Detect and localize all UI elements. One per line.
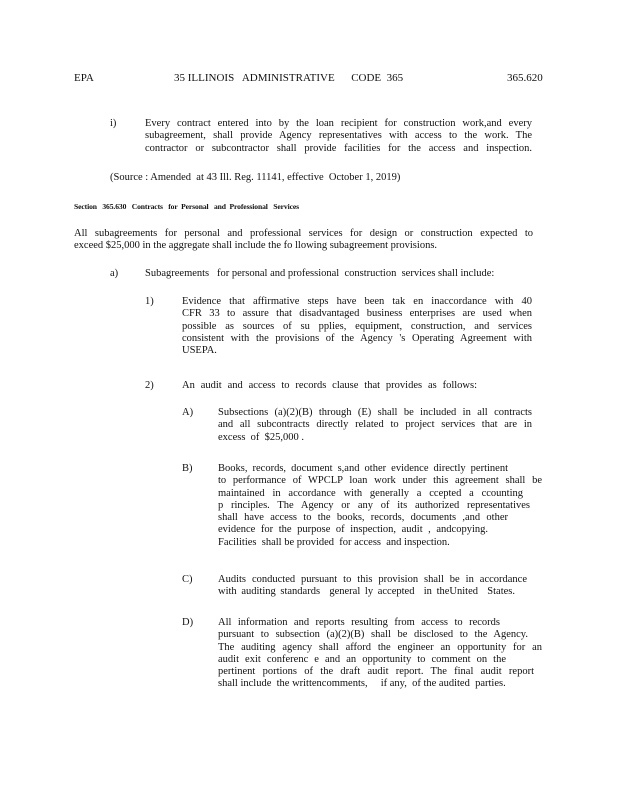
text-line: Every contract entered into by the loan recipient for construction work,and every	[145, 118, 532, 129]
item-B-label: B)	[182, 463, 193, 474]
item-a-text: Subagreements for personal and professional construction services shall include:	[145, 268, 495, 279]
item-A-text	[218, 407, 532, 444]
text-line: evidence for the purpose of inspection, audit , andcopying.	[218, 524, 488, 536]
text-line: exceed $25,000 in the aggregate shall include the fo llowing subagreement provisions.	[74, 240, 438, 252]
item-C-text	[218, 574, 527, 599]
text-line: Subsections (a)(2)(B) through (E) shall be included in all contracts	[218, 407, 532, 418]
text-line: to performance of WPCLP loan work under this agreement shall be	[218, 475, 542, 487]
item-1-label: 1)	[145, 296, 154, 307]
item-C-label: C)	[182, 574, 193, 585]
text-line: pertinent portions of the draft audit report. The final audit report	[218, 666, 534, 678]
text-line: Facilities shall be provided for access and inspection.	[218, 536, 450, 548]
section-heading: Section 365.630 Contracts for Personal and Professional Services	[74, 202, 299, 211]
text-line: audit exit conferenc e and an opportunity to comment on the	[218, 653, 506, 665]
header-section-number: 365.620	[507, 72, 543, 84]
item-D-text	[218, 617, 542, 691]
text-line: contractor or subcontractor shall provide facilities for the access and inspection.	[145, 142, 532, 154]
text-line: subagreement, shall provide Agency representatives with access to the work. The	[145, 130, 532, 142]
text-line: maintained in accordance with generally a ccepted a ccounting	[218, 487, 523, 499]
item-B-text	[218, 463, 542, 549]
text-line: pursuant to subsection (a)(2)(B) shall be disclosed to the Agency.	[218, 629, 528, 641]
item-A-label: A)	[182, 407, 194, 418]
text-line: and all subcontracts directly related to project services that are in	[218, 419, 532, 431]
text-line: excess of $25,000 .	[218, 431, 305, 443]
item-i-text	[145, 118, 532, 155]
header-agency: EPA	[74, 72, 94, 84]
text-line: shall include the writtencomments, if any, of the audited parties.	[218, 678, 506, 690]
source-note: (Source : Amended at 43 Ill. Reg. 11141, effective October 1, 2019)	[110, 172, 401, 183]
text-line: consistent with the provisions of the Agency 's Operating Agreement with	[182, 332, 532, 344]
item-2-text	[182, 380, 477, 392]
text-line: with auditing standards general ly accepted in theUnited States.	[218, 586, 515, 598]
text-line: All information and reports resulting from access to records	[218, 617, 500, 628]
header-title: 35 ILLINOIS ADMINISTRATIVE CODE 365	[174, 72, 404, 84]
text-line: Evidence that affirmative steps have been tak en inaccordance with 40	[182, 296, 532, 307]
intro-paragraph	[74, 228, 533, 253]
item-2-label: 2)	[145, 380, 154, 391]
text-line: The auditing agency shall afford the engineer an opportunity for an	[218, 641, 542, 653]
text-line: possible as sources of su pplies, equipment, construction, and services	[182, 320, 532, 332]
text-line: shall have access to the books, records, documents ,and other	[218, 512, 508, 524]
text-line: Audits conducted pursuant to this provision shall be in accordance	[218, 574, 527, 585]
text-line: An audit and access to records clause that provides as follows:	[182, 380, 477, 391]
text-line: All subagreements for personal and professional services for design or construction expected to	[74, 228, 533, 239]
text-line: USEPA.	[182, 345, 217, 357]
text-line: p rinciples. The Agency or any of its authorized representatives	[218, 499, 530, 511]
item-1-text	[182, 296, 532, 357]
item-a-label: a)	[110, 268, 119, 279]
item-i-label: i)	[110, 118, 117, 129]
item-D-label: D)	[182, 617, 194, 628]
text-line: Books, records, document s,and other evidence directly pertinent	[218, 463, 508, 474]
text-line: CFR 33 to assure that disadvantaged business enterprises are used when	[182, 308, 532, 320]
